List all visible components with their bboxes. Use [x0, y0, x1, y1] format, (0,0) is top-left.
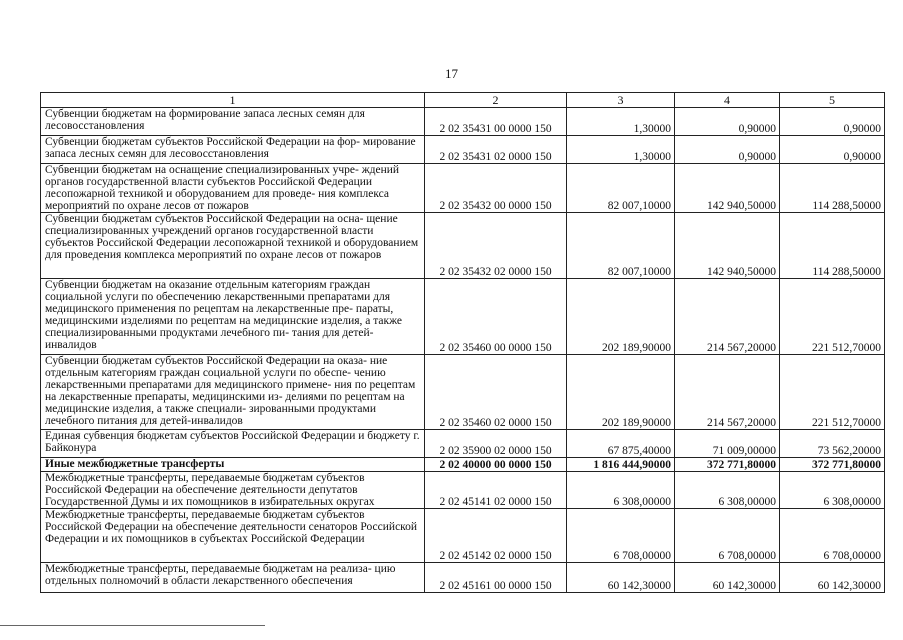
- row-name-cell: Межбюджетные трансферты, передаваемые бюджетам субъектов Российской Федерации на обеспечение деятельности сенаторов Российской Федерации и их помощников в субъектах Российской Федерации: [41, 509, 425, 563]
- row-value-col3: 202 189,90000: [567, 355, 675, 430]
- row-value-col5: 114 288,50000: [780, 213, 885, 279]
- row-name-cell: Субвенции бюджетам на оказание отдельным категориям граждан социальной услуги по обеспечению лекарственными препаратами для медицинского применения по рецептам на лекарственные пре- параты, медицинскими изделиями по рецептам на медицинские изделия, а также специализированными продуктами лечебного пи- тания для детей-инвалидов: [41, 279, 425, 355]
- row-name-cell: Субвенции бюджетам субъектов Российской Федерации на осна- щение специализированных учреждений органов государственной власти субъектов Российской Федерации лесопожарной техникой и оборудованием для проведения комплекса мероприятий по охране лесов от пожаров: [41, 213, 425, 279]
- row-value-col5: 0,90000: [780, 108, 885, 136]
- row-value-col4: 60 142,30000: [675, 563, 780, 593]
- row-value-col3: 6 308,00000: [567, 472, 675, 509]
- row-value-col5: 73 562,20000: [780, 430, 885, 458]
- row-value-col5: 372 771,80000: [780, 458, 885, 472]
- row-value-col4: 0,90000: [675, 108, 780, 136]
- table-row: [41, 213, 885, 279]
- column-header: 5: [780, 93, 885, 108]
- table-row: [41, 472, 885, 509]
- row-name-cell: Субвенции бюджетам субъектов Российской Федерации на оказа- ние отдельным категориям граждан социальной услуги по обеспе- чению лекарственными препаратами для медицинского примене- ния по рецептам на лекарственные препараты, медицинскими из- делиями по рецептам на медицинские изделия, а также специали- зированными продуктами лечебного питания для детей-инвалидов: [41, 355, 425, 430]
- row-code-cell: 2 02 40000 00 0000 150: [425, 458, 567, 472]
- table-header-row: [41, 93, 885, 108]
- row-code-cell: 2 02 35431 00 0000 150: [425, 108, 567, 136]
- table-row: [41, 108, 885, 136]
- row-name-cell: Субвенции бюджетам субъектов Российской Федерации на фор- мирование запаса лесных семян для лесовосстановления: [41, 136, 425, 164]
- row-value-col3: 1,30000: [567, 108, 675, 136]
- row-code-cell: 2 02 35460 00 0000 150: [425, 279, 567, 355]
- table-row: [41, 164, 885, 213]
- table-row: [41, 563, 885, 593]
- row-value-col4: 214 567,20000: [675, 279, 780, 355]
- row-name-cell: Межбюджетные трансферты, передаваемые бюджетам субъектов Российской Федерации на обеспечение деятельности депутатов Государственной Думы и их помощников в избирательных округах: [41, 472, 425, 509]
- row-value-col3: 202 189,90000: [567, 279, 675, 355]
- row-value-col5: 60 142,30000: [780, 563, 885, 593]
- row-code-cell: 2 02 35432 00 0000 150: [425, 164, 567, 213]
- row-code-cell: 2 02 45161 00 0000 150: [425, 563, 567, 593]
- row-value-col5: 221 512,70000: [780, 279, 885, 355]
- table-row: [41, 458, 885, 472]
- row-value-col3: 82 007,10000: [567, 164, 675, 213]
- column-header: 1: [41, 93, 425, 108]
- row-value-col3: 1,30000: [567, 136, 675, 164]
- budget-table: [40, 92, 885, 593]
- row-value-col4: 6 708,00000: [675, 509, 780, 563]
- row-value-col4: 142 940,50000: [675, 164, 780, 213]
- row-code-cell: 2 02 35460 02 0000 150: [425, 355, 567, 430]
- row-value-col4: 372 771,80000: [675, 458, 780, 472]
- row-value-col4: 71 009,00000: [675, 430, 780, 458]
- table-row: [41, 430, 885, 458]
- row-value-col5: 114 288,50000: [780, 164, 885, 213]
- row-value-col4: 214 567,20000: [675, 355, 780, 430]
- row-value-col3: 67 875,40000: [567, 430, 675, 458]
- table-row: [41, 136, 885, 164]
- row-value-col5: 6 308,00000: [780, 472, 885, 509]
- page-number: 17: [445, 66, 458, 81]
- table-row: [41, 509, 885, 563]
- row-value-col3: 6 708,00000: [567, 509, 675, 563]
- row-code-cell: 2 02 35431 02 0000 150: [425, 136, 567, 164]
- row-value-col5: 0,90000: [780, 136, 885, 164]
- row-code-cell: 2 02 45142 02 0000 150: [425, 509, 567, 563]
- row-value-col3: 82 007,10000: [567, 213, 675, 279]
- row-code-cell: 2 02 35900 02 0000 150: [425, 430, 567, 458]
- row-value-col3: 60 142,30000: [567, 563, 675, 593]
- row-value-col5: 6 708,00000: [780, 509, 885, 563]
- table-row: [41, 279, 885, 355]
- column-header: 3: [567, 93, 675, 108]
- row-value-col5: 221 512,70000: [780, 355, 885, 430]
- footer-divider: [0, 625, 265, 626]
- row-name-cell: Межбюджетные трансферты, передаваемые бюджетам на реализа- цию отдельных полномочий в области лекарственного обеспечения: [41, 563, 425, 593]
- row-value-col4: 0,90000: [675, 136, 780, 164]
- row-name-cell: Субвенции бюджетам на оснащение специализированных учре- ждений органов государственной власти субъектов Российской Федерации лесопожарной техникой и оборудованием для проведе- ния комплекса мероприятий по охране лесов от пожаров: [41, 164, 425, 213]
- row-value-col4: 142 940,50000: [675, 213, 780, 279]
- row-value-col3: 1 816 444,90000: [567, 458, 675, 472]
- row-name-cell: Единая субвенция бюджетам субъектов Российской Федерации и бюджету г. Байконура: [41, 430, 425, 458]
- table-row: [41, 355, 885, 430]
- row-code-cell: 2 02 35432 02 0000 150: [425, 213, 567, 279]
- row-name-cell: Субвенции бюджетам на формирование запаса лесных семян для лесовосстановления: [41, 108, 425, 136]
- row-code-cell: 2 02 45141 02 0000 150: [425, 472, 567, 509]
- column-header: 2: [425, 93, 567, 108]
- row-name-cell: Иные межбюджетные трансферты: [41, 458, 425, 472]
- column-header: 4: [675, 93, 780, 108]
- row-value-col4: 6 308,00000: [675, 472, 780, 509]
